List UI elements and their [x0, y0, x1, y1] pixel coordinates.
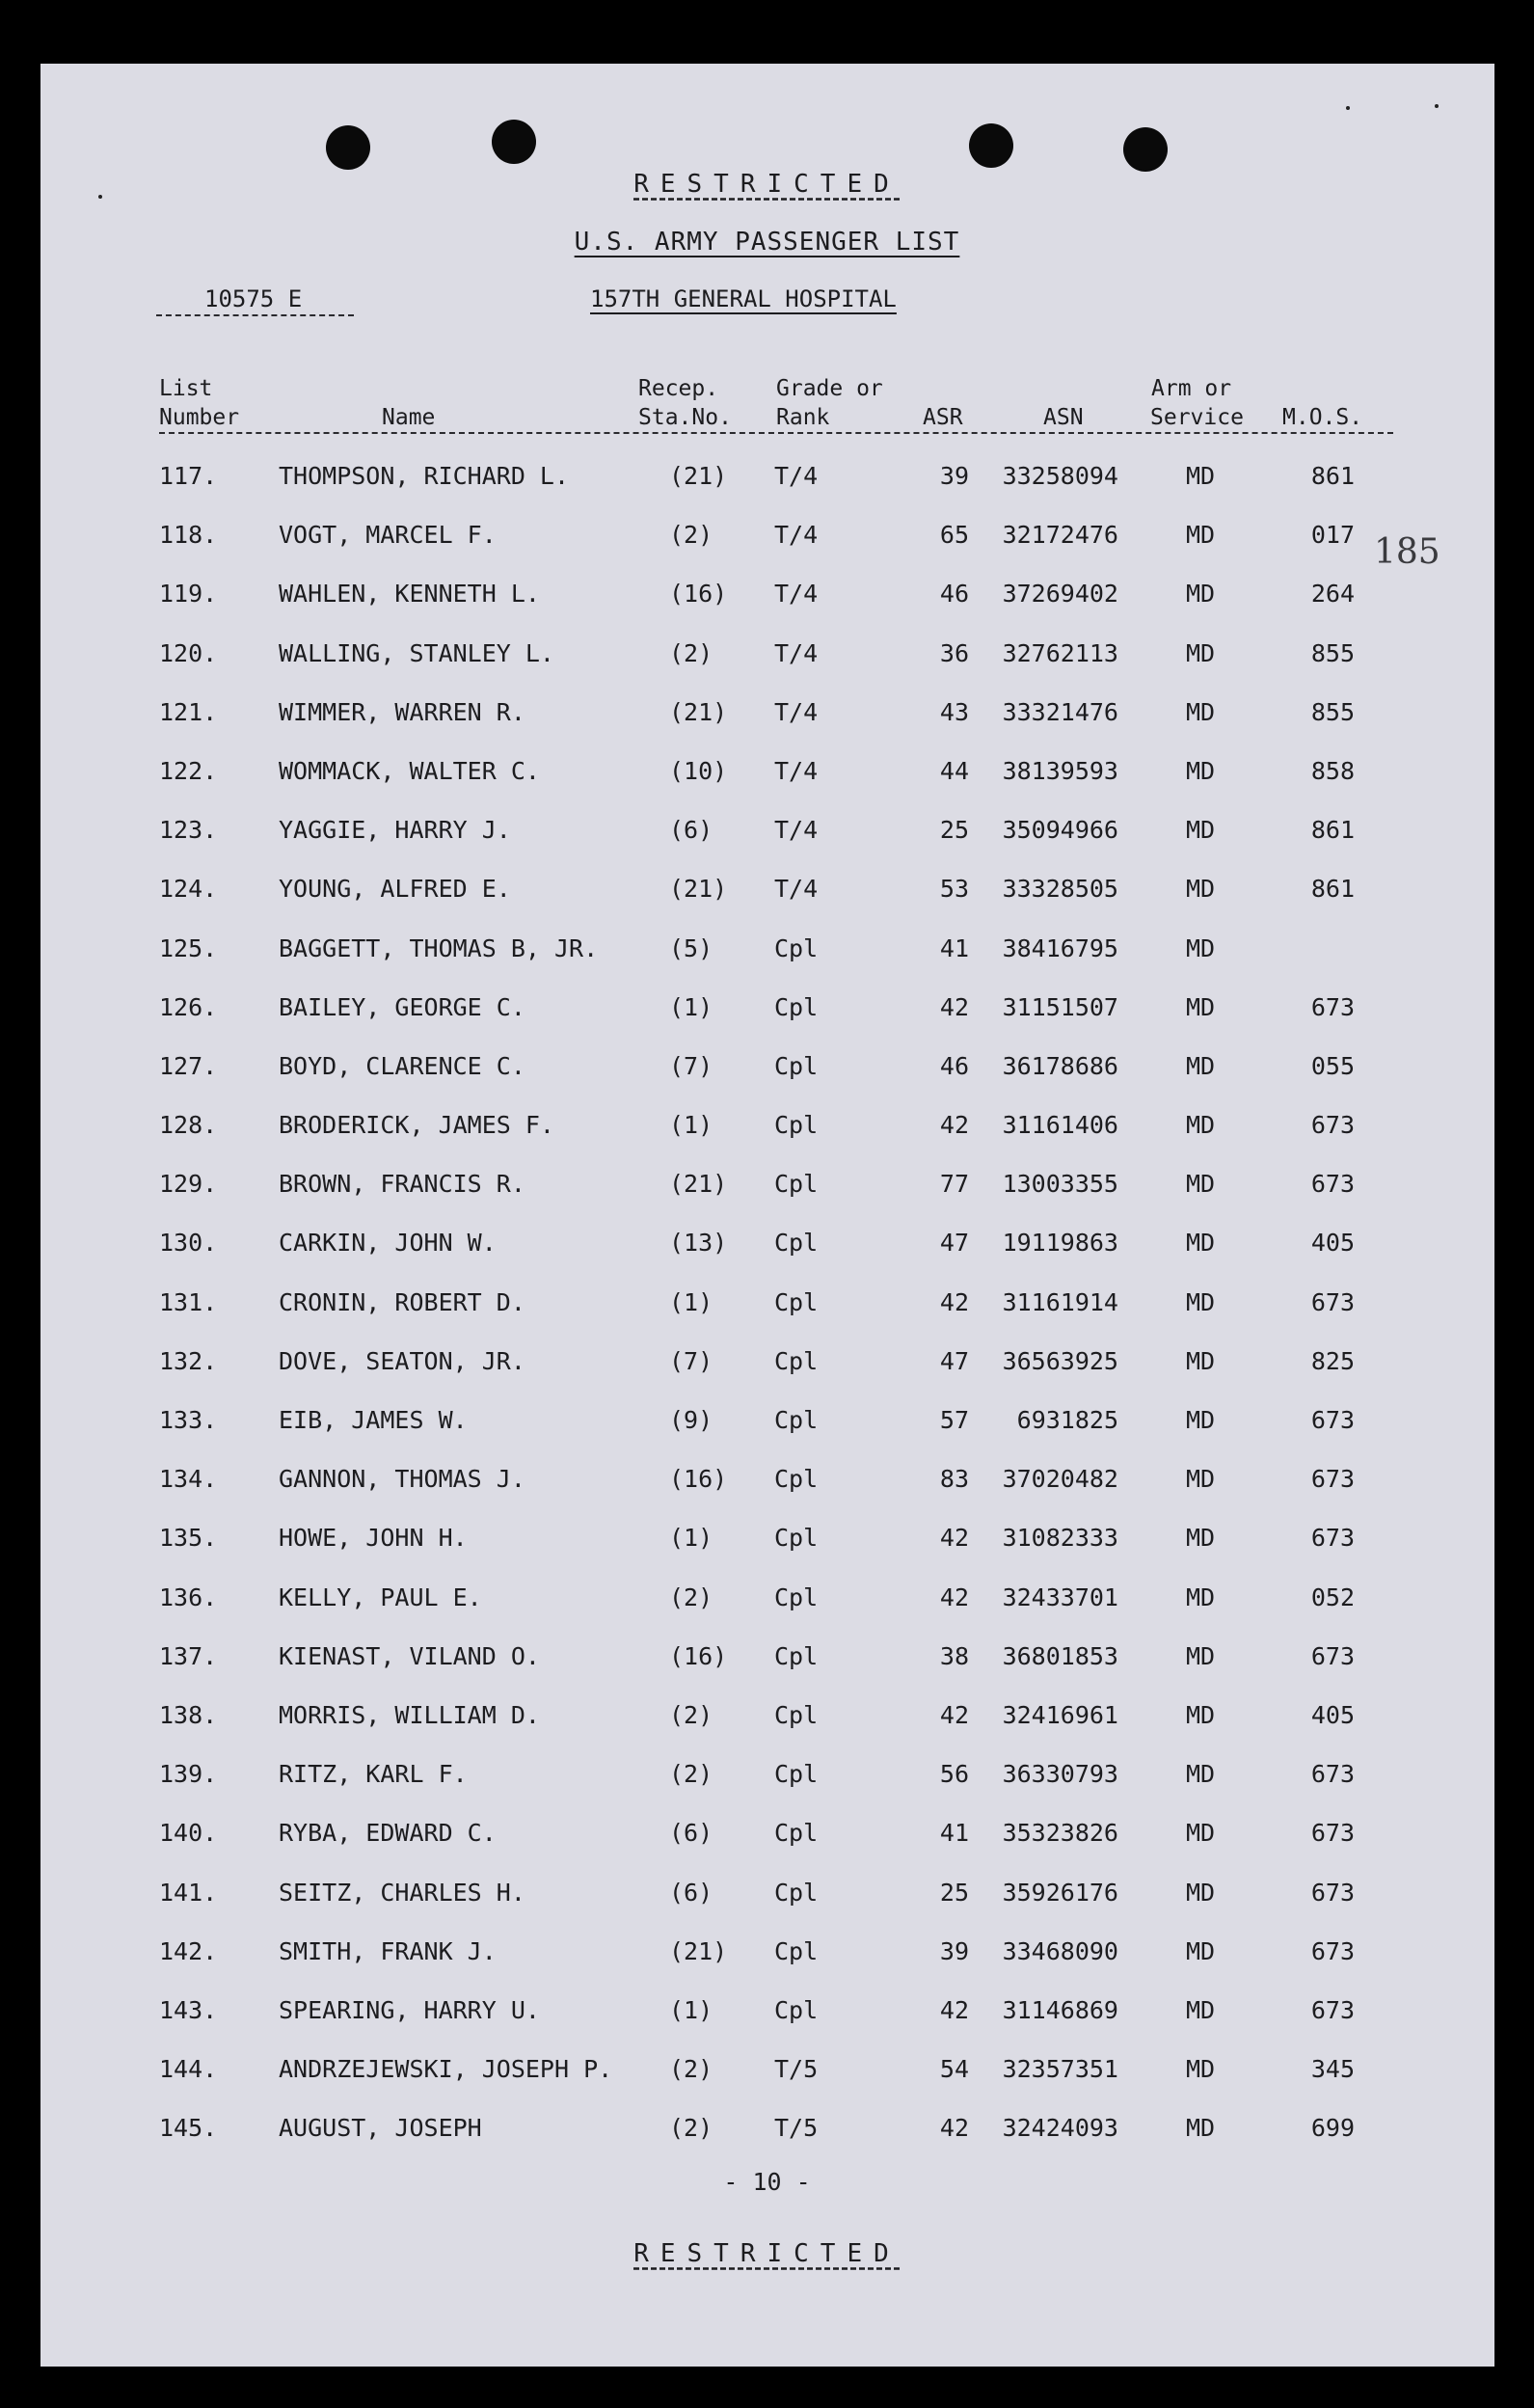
mos-cell: 673 [1310, 1170, 1355, 1199]
mos-cell: 858 [1310, 756, 1355, 785]
recep-station-cell: (1) [669, 1995, 713, 2024]
table-row [0, 1937, 1534, 1996]
col-asr: ASR [923, 405, 963, 430]
asr-cell: 38 [939, 1641, 969, 1670]
mos-cell: 699 [1310, 2114, 1355, 2143]
asr-cell: 53 [939, 875, 969, 904]
grade-cell: Cpl [774, 1170, 819, 1199]
mos-cell: 673 [1310, 1111, 1355, 1140]
table-row [0, 521, 1534, 580]
list-number-cell: 142. [159, 1936, 218, 1965]
mos-cell: 861 [1310, 462, 1355, 490]
asn-cell: 32416961 [1002, 1700, 1118, 1729]
asr-cell: 42 [939, 992, 969, 1021]
name-cell: CARKIN, JOHN W. [279, 1229, 497, 1258]
grade-cell: T/4 [774, 697, 819, 726]
list-number-cell: 138. [159, 1700, 218, 1729]
table-row [0, 1819, 1534, 1878]
arm-service-cell: MD [1185, 1465, 1216, 1494]
arm-service-cell: MD [1185, 875, 1216, 904]
grade-cell: Cpl [774, 1287, 819, 1316]
list-number-cell: 120. [159, 638, 218, 667]
name-cell: BOYD, CLARENCE C. [279, 1051, 525, 1080]
page-title: U.S. ARMY PASSENGER LIST [574, 228, 960, 257]
arm-service-cell: MD [1185, 1995, 1216, 2024]
grade-cell: Cpl [774, 1641, 819, 1670]
list-number-cell: 129. [159, 1170, 218, 1199]
table-row [0, 1879, 1534, 1937]
asn-cell: 32357351 [1002, 2055, 1118, 2084]
page-mark: 185 [1374, 532, 1440, 572]
table-row [0, 1465, 1534, 1524]
restricted-top: RESTRICTED [633, 170, 901, 199]
asn-cell: 33468090 [1002, 1936, 1118, 1965]
grade-cell: Cpl [774, 1760, 819, 1789]
name-cell: KIENAST, VILAND O. [279, 1641, 540, 1670]
grade-cell: T/4 [774, 816, 819, 845]
arm-service-cell: MD [1185, 2055, 1216, 2084]
recep-station-cell: (21) [669, 875, 728, 904]
grade-cell: T/4 [774, 638, 819, 667]
name-cell: AUGUST, JOSEPH [279, 2114, 482, 2143]
asn-cell: 31161406 [1002, 1111, 1118, 1140]
col-grade: Grade or Rank [776, 376, 883, 430]
list-number-cell: 132. [159, 1346, 218, 1375]
arm-service-cell: MD [1185, 1287, 1216, 1316]
asn-cell: 32433701 [1002, 1583, 1118, 1611]
mos-cell: 861 [1310, 875, 1355, 904]
header-rule [159, 432, 1393, 434]
paper-speck [1435, 104, 1439, 108]
asn-cell: 35323826 [1002, 1819, 1118, 1848]
arm-service-cell: MD [1185, 2114, 1216, 2143]
asn-cell: 35094966 [1002, 816, 1118, 845]
grade-cell: Cpl [774, 1346, 819, 1375]
name-cell: DOVE, SEATON, JR. [279, 1346, 525, 1375]
table-row [0, 993, 1534, 1052]
asr-cell: 42 [939, 1583, 969, 1611]
asn-cell: 38139593 [1002, 756, 1118, 785]
mos-cell: 405 [1310, 1229, 1355, 1258]
name-cell: BRODERICK, JAMES F. [279, 1111, 554, 1140]
table-row [0, 1052, 1534, 1111]
asr-cell: 43 [939, 697, 969, 726]
asn-cell: 38416795 [1002, 933, 1118, 962]
grade-cell: Cpl [774, 1878, 819, 1907]
recep-station-cell: (16) [669, 580, 728, 609]
mos-cell: 825 [1310, 1346, 1355, 1375]
arm-service-cell: MD [1185, 1406, 1216, 1434]
asr-cell: 25 [939, 816, 969, 845]
asn-cell: 36330793 [1002, 1760, 1118, 1789]
grade-cell: Cpl [774, 1995, 819, 2024]
grade-cell: Cpl [774, 1524, 819, 1553]
asr-cell: 47 [939, 1229, 969, 1258]
arm-service-cell: MD [1185, 1170, 1216, 1199]
grade-cell: Cpl [774, 933, 819, 962]
paper-speck [1346, 106, 1350, 110]
mos-cell: 405 [1310, 1700, 1355, 1729]
recep-station-cell: (6) [669, 816, 713, 845]
list-number-cell: 124. [159, 875, 218, 904]
recep-station-cell: (1) [669, 1287, 713, 1316]
name-cell: YAGGIE, HARRY J. [279, 816, 511, 845]
recep-station-cell: (21) [669, 1170, 728, 1199]
recep-station-cell: (2) [669, 521, 713, 550]
recep-station-cell: (2) [669, 2055, 713, 2084]
punch-hole [1123, 127, 1168, 172]
table-row [0, 2055, 1534, 2114]
asn-cell: 32424093 [1002, 2114, 1118, 2143]
arm-service-cell: MD [1185, 1700, 1216, 1729]
arm-service-cell: MD [1185, 1819, 1216, 1848]
asn-cell: 37269402 [1002, 580, 1118, 609]
passenger-table [0, 462, 1534, 2173]
recep-station-cell: (2) [669, 2114, 713, 2143]
col-asn: ASN [1043, 405, 1084, 430]
name-cell: ANDRZEJEWSKI, JOSEPH P. [279, 2055, 613, 2084]
grade-cell: Cpl [774, 1229, 819, 1258]
asr-cell: 83 [939, 1465, 969, 1494]
name-cell: HOWE, JOHN H. [279, 1524, 468, 1553]
table-row [0, 1583, 1534, 1642]
punch-hole [969, 123, 1013, 168]
list-number-cell: 145. [159, 2114, 218, 2143]
mos-cell: 017 [1310, 521, 1355, 550]
mos-cell: 673 [1310, 1287, 1355, 1316]
col-recep: Recep. Sta.No. [638, 376, 732, 430]
recep-station-cell: (1) [669, 992, 713, 1021]
list-number-cell: 130. [159, 1229, 218, 1258]
arm-service-cell: MD [1185, 756, 1216, 785]
asn-cell: 19119863 [1002, 1229, 1118, 1258]
asr-cell: 44 [939, 756, 969, 785]
table-row [0, 1170, 1534, 1229]
asr-cell: 42 [939, 1700, 969, 1729]
arm-service-cell: MD [1185, 462, 1216, 490]
table-row [0, 1760, 1534, 1819]
list-number-cell: 131. [159, 1287, 218, 1316]
mos-cell: 673 [1310, 1406, 1355, 1434]
table-row [0, 934, 1534, 993]
asr-cell: 56 [939, 1760, 969, 1789]
asn-cell: 31161914 [1002, 1287, 1118, 1316]
grade-cell: Cpl [774, 1051, 819, 1080]
grade-cell: Cpl [774, 1583, 819, 1611]
mos-cell: 673 [1310, 1465, 1355, 1494]
table-row [0, 698, 1534, 757]
arm-service-cell: MD [1185, 521, 1216, 550]
grade-cell: Cpl [774, 1936, 819, 1965]
arm-service-cell: MD [1185, 992, 1216, 1021]
list-number-cell: 137. [159, 1641, 218, 1670]
recep-station-cell: (9) [669, 1406, 713, 1434]
mos-cell: 673 [1310, 1878, 1355, 1907]
name-cell: EIB, JAMES W. [279, 1406, 468, 1434]
arm-service-cell: MD [1185, 1583, 1216, 1611]
table-row [0, 639, 1534, 698]
name-cell: KELLY, PAUL E. [279, 1583, 482, 1611]
table-row [0, 816, 1534, 875]
asr-cell: 42 [939, 2114, 969, 2143]
grade-cell: T/4 [774, 580, 819, 609]
arm-service-cell: MD [1185, 580, 1216, 609]
list-number-cell: 135. [159, 1524, 218, 1553]
name-cell: MORRIS, WILLIAM D. [279, 1700, 540, 1729]
recep-station-cell: (21) [669, 462, 728, 490]
arm-service-cell: MD [1185, 816, 1216, 845]
table-row [0, 1996, 1534, 2055]
table-row [0, 1701, 1534, 1760]
arm-service-cell: MD [1185, 638, 1216, 667]
list-number-cell: 134. [159, 1465, 218, 1494]
name-cell: WALLING, STANLEY L. [279, 638, 554, 667]
arm-service-cell: MD [1185, 1229, 1216, 1258]
name-cell: SPEARING, HARRY U. [279, 1995, 540, 2024]
table-row [0, 1642, 1534, 1701]
name-cell: RITZ, KARL F. [279, 1760, 468, 1789]
table-row [0, 462, 1534, 521]
mos-cell: 055 [1310, 1051, 1355, 1080]
asr-cell: 41 [939, 933, 969, 962]
asn-cell: 31082333 [1002, 1524, 1118, 1553]
grade-cell: Cpl [774, 1700, 819, 1729]
mos-cell: 673 [1310, 1641, 1355, 1670]
table-row [0, 1288, 1534, 1347]
asn-cell: 36801853 [1002, 1641, 1118, 1670]
name-cell: GANNON, THOMAS J. [279, 1465, 525, 1494]
asr-cell: 42 [939, 1287, 969, 1316]
name-cell: BAGGETT, THOMAS B, JR. [279, 933, 599, 962]
recep-station-cell: (2) [669, 1583, 713, 1611]
name-cell: THOMPSON, RICHARD L. [279, 462, 570, 490]
col-mos: M.O.S. [1282, 405, 1363, 430]
recep-station-cell: (10) [669, 756, 728, 785]
table-row [0, 1111, 1534, 1170]
asr-cell: 41 [939, 1819, 969, 1848]
recep-station-cell: (6) [669, 1878, 713, 1907]
list-number-cell: 133. [159, 1406, 218, 1434]
arm-service-cell: MD [1185, 1641, 1216, 1670]
name-cell: WIMMER, WARREN R. [279, 697, 525, 726]
recep-station-cell: (1) [669, 1524, 713, 1553]
list-number-cell: 122. [159, 756, 218, 785]
mos-cell: 855 [1310, 697, 1355, 726]
table-row [0, 757, 1534, 816]
list-number-cell: 128. [159, 1111, 218, 1140]
asr-cell: 65 [939, 521, 969, 550]
name-cell: WAHLEN, KENNETH L. [279, 580, 540, 609]
list-number-cell: 119. [159, 580, 218, 609]
restricted-bottom: RESTRICTED [633, 2239, 901, 2268]
arm-service-cell: MD [1185, 1051, 1216, 1080]
asn-cell: 35926176 [1002, 1878, 1118, 1907]
asr-cell: 46 [939, 1051, 969, 1080]
page-number: - 10 - [723, 2168, 811, 2196]
arm-service-cell: MD [1185, 1760, 1216, 1789]
list-number-cell: 125. [159, 933, 218, 962]
list-number-cell: 123. [159, 816, 218, 845]
list-number-cell: 117. [159, 462, 218, 490]
recep-station-cell: (21) [669, 697, 728, 726]
asr-cell: 42 [939, 1111, 969, 1140]
recep-station-cell: (6) [669, 1819, 713, 1848]
list-number-cell: 143. [159, 1995, 218, 2024]
name-cell: WOMMACK, WALTER C. [279, 756, 540, 785]
asn-cell: 37020482 [1002, 1465, 1118, 1494]
unit-name: 157TH GENERAL HOSPITAL [590, 285, 897, 312]
asr-cell: 77 [939, 1170, 969, 1199]
recep-station-cell: (21) [669, 1936, 728, 1965]
asr-cell: 57 [939, 1406, 969, 1434]
recep-station-cell: (16) [669, 1465, 728, 1494]
document-number: 10575 E [156, 285, 354, 316]
asr-cell: 46 [939, 580, 969, 609]
asr-cell: 36 [939, 638, 969, 667]
list-number-cell: 141. [159, 1878, 218, 1907]
mos-cell: 673 [1310, 1524, 1355, 1553]
list-number-cell: 127. [159, 1051, 218, 1080]
asr-cell: 39 [939, 462, 969, 490]
asr-cell: 39 [939, 1936, 969, 1965]
asn-cell: 6931825 [1016, 1406, 1118, 1434]
name-cell: BAILEY, GEORGE C. [279, 992, 525, 1021]
name-cell: SEITZ, CHARLES H. [279, 1878, 525, 1907]
col-list-number: List Number [159, 376, 240, 430]
grade-cell: Cpl [774, 1465, 819, 1494]
mos-cell: 673 [1310, 1936, 1355, 1965]
table-row [0, 1229, 1534, 1287]
col-name: Name [382, 405, 436, 430]
recep-station-cell: (7) [669, 1346, 713, 1375]
name-cell: BROWN, FRANCIS R. [279, 1170, 525, 1199]
table-row [0, 1524, 1534, 1583]
table-row [0, 2114, 1534, 2173]
arm-service-cell: MD [1185, 1111, 1216, 1140]
grade-cell: T/4 [774, 521, 819, 550]
asr-cell: 25 [939, 1878, 969, 1907]
mos-cell: 855 [1310, 638, 1355, 667]
list-number-cell: 140. [159, 1819, 218, 1848]
asn-cell: 36563925 [1002, 1346, 1118, 1375]
asn-cell: 33258094 [1002, 462, 1118, 490]
mos-cell: 861 [1310, 816, 1355, 845]
mos-cell: 673 [1310, 1760, 1355, 1789]
col-arm: Arm or Service [1150, 376, 1244, 430]
list-number-cell: 136. [159, 1583, 218, 1611]
grade-cell: Cpl [774, 1111, 819, 1140]
arm-service-cell: MD [1185, 697, 1216, 726]
recep-station-cell: (7) [669, 1051, 713, 1080]
recep-station-cell: (2) [669, 1760, 713, 1789]
recep-station-cell: (13) [669, 1229, 728, 1258]
asn-cell: 31151507 [1002, 992, 1118, 1021]
table-row [0, 1406, 1534, 1465]
mos-cell: 673 [1310, 1819, 1355, 1848]
asr-cell: 42 [939, 1524, 969, 1553]
punch-hole [492, 120, 536, 164]
asn-cell: 32172476 [1002, 521, 1118, 550]
recep-station-cell: (5) [669, 933, 713, 962]
name-cell: YOUNG, ALFRED E. [279, 875, 511, 904]
asr-cell: 54 [939, 2055, 969, 2084]
asr-cell: 42 [939, 1995, 969, 2024]
asn-cell: 36178686 [1002, 1051, 1118, 1080]
grade-cell: T/4 [774, 462, 819, 490]
table-row [0, 580, 1534, 638]
asn-cell: 32762113 [1002, 638, 1118, 667]
mos-cell: 673 [1310, 1995, 1355, 2024]
arm-service-cell: MD [1185, 1936, 1216, 1965]
asn-cell: 13003355 [1002, 1170, 1118, 1199]
grade-cell: T/4 [774, 756, 819, 785]
recep-station-cell: (2) [669, 638, 713, 667]
punch-hole [326, 125, 370, 170]
recep-station-cell: (1) [669, 1111, 713, 1140]
grade-cell: T/5 [774, 2055, 819, 2084]
name-cell: SMITH, FRANK J. [279, 1936, 497, 1965]
name-cell: RYBA, EDWARD C. [279, 1819, 497, 1848]
mos-cell: 264 [1310, 580, 1355, 609]
list-number-cell: 121. [159, 697, 218, 726]
asn-cell: 31146869 [1002, 1995, 1118, 2024]
arm-service-cell: MD [1185, 1346, 1216, 1375]
asn-cell: 33328505 [1002, 875, 1118, 904]
mos-cell: 345 [1310, 2055, 1355, 2084]
asr-cell: 47 [939, 1346, 969, 1375]
list-number-cell: 126. [159, 992, 218, 1021]
table-row [0, 1347, 1534, 1406]
list-number-cell: 144. [159, 2055, 218, 2084]
list-number-cell: 118. [159, 521, 218, 550]
grade-cell: T/4 [774, 875, 819, 904]
name-cell: CRONIN, ROBERT D. [279, 1287, 525, 1316]
list-number-cell: 139. [159, 1760, 218, 1789]
grade-cell: Cpl [774, 1406, 819, 1434]
grade-cell: Cpl [774, 992, 819, 1021]
grade-cell: Cpl [774, 1819, 819, 1848]
arm-service-cell: MD [1185, 933, 1216, 962]
recep-station-cell: (16) [669, 1641, 728, 1670]
mos-cell: 052 [1310, 1583, 1355, 1611]
grade-cell: T/5 [774, 2114, 819, 2143]
name-cell: VOGT, MARCEL F. [279, 521, 497, 550]
table-row [0, 875, 1534, 933]
recep-station-cell: (2) [669, 1700, 713, 1729]
mos-cell: 673 [1310, 992, 1355, 1021]
arm-service-cell: MD [1185, 1878, 1216, 1907]
arm-service-cell: MD [1185, 1524, 1216, 1553]
asn-cell: 33321476 [1002, 697, 1118, 726]
